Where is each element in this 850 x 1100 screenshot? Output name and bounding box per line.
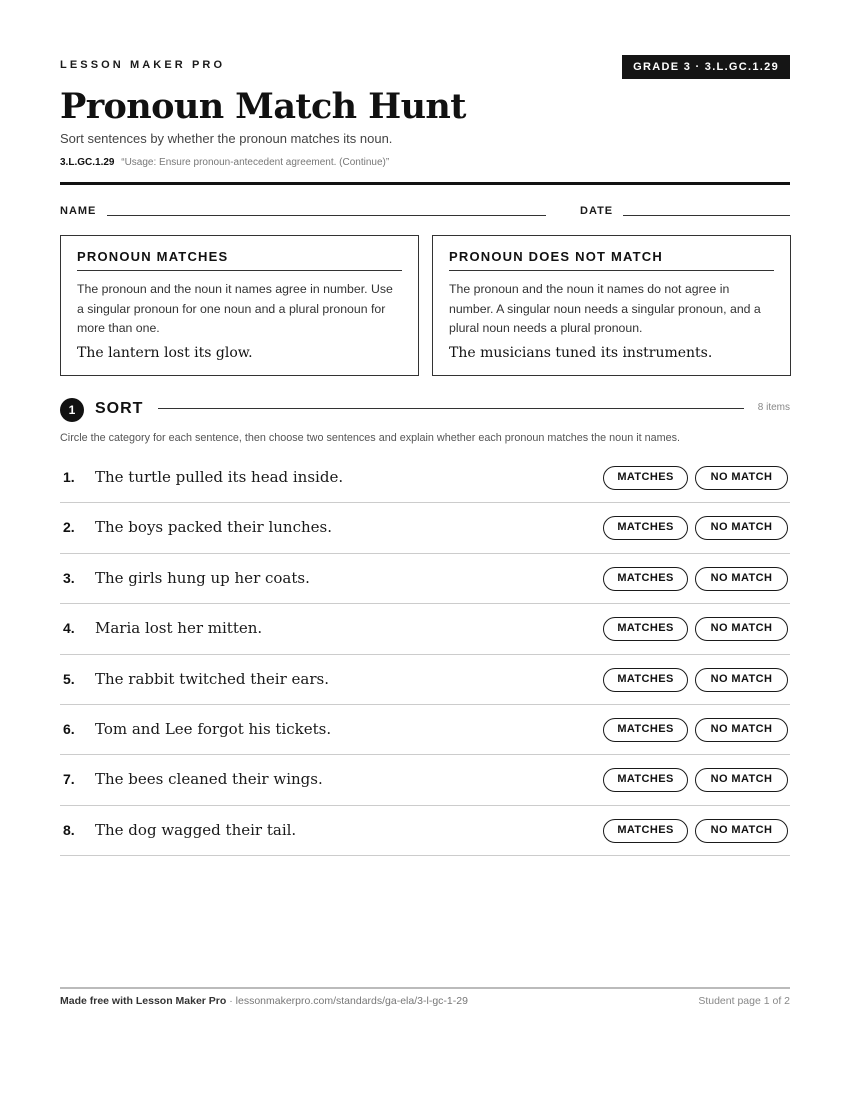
brand-name: LESSON MAKER PRO — [60, 59, 226, 71]
sort-item-list — [60, 453, 790, 856]
matches-choice[interactable]: MATCHES — [603, 516, 688, 540]
item-number: 2. — [63, 519, 75, 536]
item-sentence: Tom and Lee forgot his tickets. — [95, 719, 332, 738]
name-label: NAME — [60, 205, 97, 217]
definition-box-matches — [60, 235, 419, 376]
sort-item — [60, 554, 790, 604]
page-title: Pronoun Match Hunt — [60, 86, 466, 127]
section-divider — [158, 408, 744, 409]
item-number: 1. — [63, 469, 75, 485]
page-indicator: Student page 1 of 2 — [698, 995, 790, 1007]
page-subtitle: Sort sentences by whether the pronoun matches its noun. — [60, 131, 393, 146]
sort-item — [60, 705, 790, 755]
no-match-choice[interactable]: NO MATCH — [695, 819, 788, 843]
grade-badge: GRADE 3 · 3.L.GC.1.29 — [622, 55, 790, 79]
definition-heading: PRONOUN MATCHES — [77, 249, 402, 271]
definition-box-no-match — [432, 235, 791, 376]
definition-example: The musicians tuned its instruments. — [449, 344, 713, 361]
item-count: 8 items — [757, 402, 790, 413]
no-match-choice[interactable]: NO MATCH — [695, 668, 788, 692]
header-divider — [60, 182, 790, 185]
sort-item — [60, 755, 790, 805]
sort-item — [60, 806, 790, 856]
standard-line — [60, 157, 389, 168]
sort-item — [60, 655, 790, 705]
item-sentence: The girls hung up her coats. — [95, 568, 310, 587]
section-title: SORT — [95, 400, 144, 417]
definition-heading: PRONOUN DOES NOT MATCH — [449, 249, 774, 271]
worksheet-page — [60, 0, 790, 1100]
standard-code: 3.L.GC.1.29 — [60, 157, 115, 168]
item-sentence: The dog wagged their tail. — [95, 820, 297, 839]
no-match-choice[interactable]: NO MATCH — [695, 718, 788, 742]
footer-brand: Made free with Lesson Maker Pro — [60, 995, 227, 1007]
item-number: 4. — [63, 620, 75, 637]
no-match-choice[interactable]: NO MATCH — [695, 617, 788, 641]
footer-url[interactable]: · lessonmakerpro.com/standards/ga-ela/3-l-gc-1-29 — [226, 995, 468, 1007]
name-field[interactable] — [107, 215, 546, 216]
matches-choice[interactable]: MATCHES — [603, 617, 688, 641]
item-sentence: The boys packed their lunches. — [95, 518, 332, 537]
footer-credit — [60, 995, 468, 1007]
item-number: 8. — [63, 821, 75, 838]
item-sentence: The turtle pulled its head inside. — [95, 468, 344, 486]
matches-choice[interactable]: MATCHES — [603, 819, 688, 843]
definition-text: The pronoun and the noun it names agree in number. Use a singular pronoun for one noun and a plural pronoun for more than one. — [77, 282, 393, 335]
matches-choice[interactable]: MATCHES — [603, 466, 688, 490]
definition-example: The lantern lost its glow. — [77, 344, 253, 361]
item-number: 7. — [63, 771, 75, 788]
matches-choice[interactable]: MATCHES — [603, 668, 688, 692]
matches-choice[interactable]: MATCHES — [603, 567, 688, 591]
no-match-choice[interactable]: NO MATCH — [695, 466, 788, 490]
date-label: DATE — [580, 205, 614, 217]
item-number: 6. — [63, 720, 75, 737]
item-sentence: The bees cleaned their wings. — [95, 770, 323, 789]
matches-choice[interactable]: MATCHES — [603, 718, 688, 742]
no-match-choice[interactable]: NO MATCH — [695, 567, 788, 591]
footer-divider — [60, 987, 790, 989]
item-number: 5. — [63, 670, 75, 687]
date-field[interactable] — [623, 215, 790, 216]
item-number: 3. — [63, 569, 75, 586]
sort-item — [60, 604, 790, 654]
definition-text: The pronoun and the noun it names do not agree in number. A singular noun needs a singular pronoun, and a plural noun needs a plural pronoun. — [449, 282, 761, 335]
section-instructions: Circle the category for each sentence, then choose two sentences and explain whether each pronoun matches the noun it names. — [60, 432, 681, 444]
sort-item — [60, 453, 790, 503]
sort-item — [60, 503, 790, 553]
no-match-choice[interactable]: NO MATCH — [695, 516, 788, 540]
matches-choice[interactable]: MATCHES — [603, 768, 688, 792]
section-number-badge: 1 — [60, 398, 84, 422]
standard-description: “Usage: Ensure pronoun-antecedent agreement. (Continue)” — [121, 157, 390, 168]
no-match-choice[interactable]: NO MATCH — [695, 768, 788, 792]
item-sentence: Maria lost her mitten. — [95, 619, 263, 638]
item-sentence: The rabbit twitched their ears. — [95, 669, 329, 688]
